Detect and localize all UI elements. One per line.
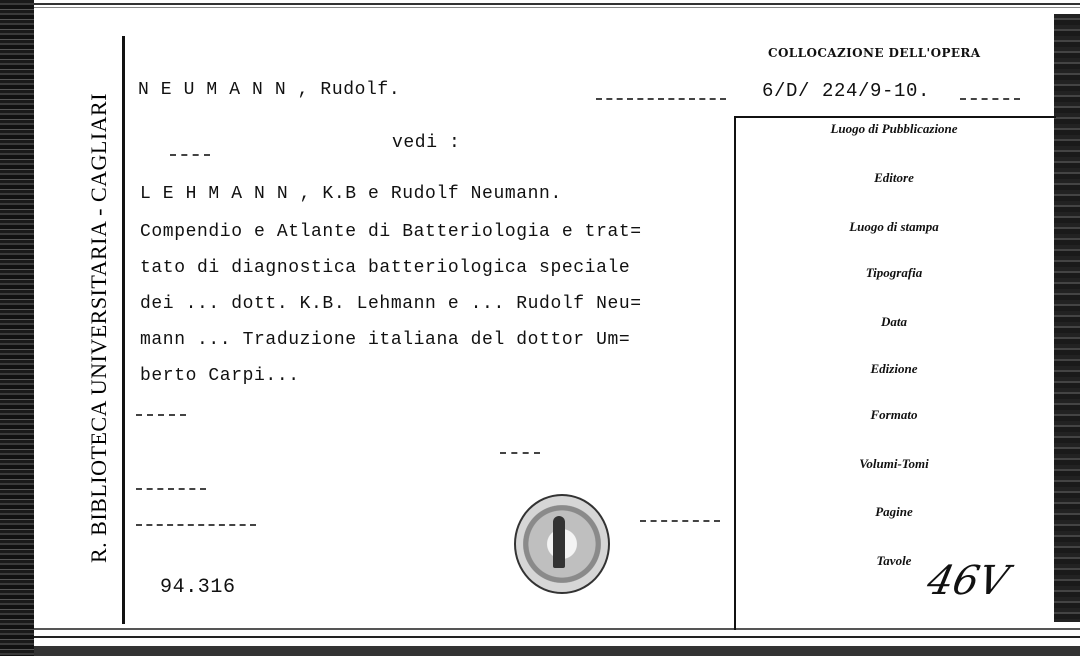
divider-line bbox=[500, 452, 540, 455]
collocation-value: 6/D/ 224/9-10. bbox=[762, 80, 931, 102]
field-format: Formato bbox=[870, 407, 918, 422]
scan-edge-left bbox=[0, 0, 34, 656]
library-spine-label: R. BIBLIOTECA UNIVERSITARIA - CAGLIARI bbox=[86, 92, 111, 564]
field-edition: Edizione bbox=[870, 361, 918, 376]
divider-line bbox=[170, 154, 210, 157]
entry-line: L E H M A N N , K.B e Rudolf Neumann. bbox=[140, 184, 562, 204]
see-reference-label: vedi : bbox=[392, 133, 461, 153]
entry-line: dei ... dott. K.B. Lehmann e ... Rudolf Neu= bbox=[140, 294, 642, 314]
card-margin-rule bbox=[122, 36, 125, 624]
divider-line bbox=[136, 524, 256, 527]
field-pages: Pagine bbox=[875, 504, 913, 519]
field-volumes: Volumi-Tomi bbox=[859, 456, 929, 471]
field-date: Data bbox=[881, 314, 907, 329]
scan-edge-top bbox=[34, 0, 1080, 12]
inventory-number: 94.316 bbox=[160, 576, 236, 599]
collocation-label: COLLOCAZIONE DELL'OPERA bbox=[768, 46, 981, 60]
handwritten-mark: 46V bbox=[923, 558, 1013, 604]
entry-line: tato di diagnostica batteriologica speciale bbox=[140, 258, 631, 278]
field-place-of-publication: Luogo di Pubblicazione bbox=[830, 121, 958, 136]
divider-line bbox=[136, 488, 206, 491]
scan-edge-right bbox=[1054, 14, 1080, 622]
field-publisher: Editore bbox=[874, 170, 914, 185]
divider-line bbox=[640, 520, 720, 523]
author-heading: N E U M A N N , Rudolf. bbox=[138, 80, 401, 100]
divider-line bbox=[960, 98, 1020, 101]
field-plates: Tavole bbox=[876, 553, 912, 568]
field-place-of-printing: Luogo di stampa bbox=[849, 219, 939, 234]
library-stamp-emblem bbox=[553, 516, 565, 568]
divider-line bbox=[136, 414, 186, 417]
divider-line bbox=[596, 98, 726, 101]
field-printer: Tipografia bbox=[865, 265, 923, 280]
entry-line: Compendio e Atlante di Batteriologia e trat= bbox=[140, 222, 642, 242]
entry-line: mann ... Traduzione italiana del dottor Um= bbox=[140, 330, 631, 350]
entry-line: berto Carpi... bbox=[140, 366, 300, 386]
